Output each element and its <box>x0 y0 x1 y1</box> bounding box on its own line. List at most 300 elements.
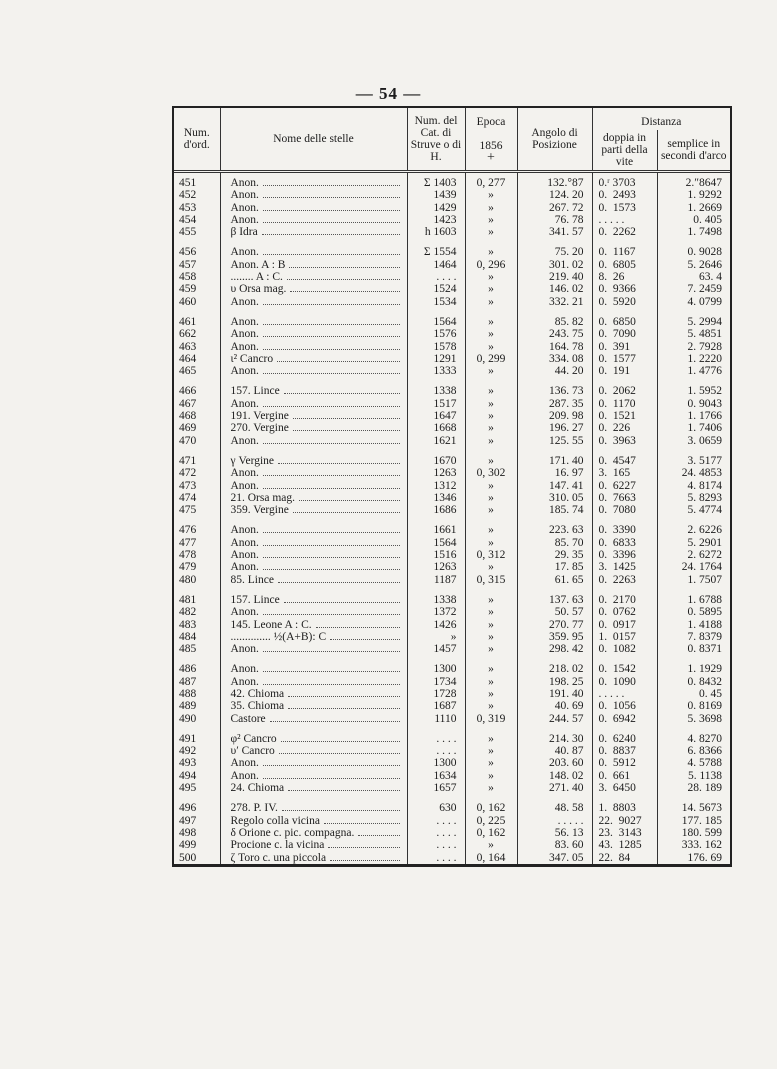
distance-simple: 5. 1138 <box>657 770 730 782</box>
spacer-cell <box>407 725 465 733</box>
epoca: 0, 312 <box>465 549 517 561</box>
dot-leader <box>263 650 400 652</box>
star-name <box>220 410 407 422</box>
group-spacer <box>174 794 730 802</box>
table-row <box>174 757 730 769</box>
distance-double: 0. 191 <box>592 365 657 377</box>
star-name <box>220 172 407 190</box>
struve-number: h 1603 <box>407 226 465 238</box>
struve-number: . . . . <box>407 852 465 864</box>
epoca: » <box>465 398 517 410</box>
struve-number: 1564 <box>407 537 465 549</box>
star-name <box>220 480 407 492</box>
dot-leader <box>278 462 399 464</box>
star-name-text: Anon. <box>230 606 259 619</box>
struve-number: . . . . <box>407 733 465 745</box>
distance-simple: 5. 2646 <box>657 259 730 271</box>
position-angle: . . . . . <box>517 815 592 827</box>
dot-leader <box>278 581 400 583</box>
epoca: » <box>465 341 517 353</box>
position-angle: 75. 20 <box>517 246 592 258</box>
distance-double: 0. 6805 <box>592 259 657 271</box>
star-name <box>220 422 407 434</box>
distance-double: . . . . . <box>592 688 657 700</box>
struve-number: 1312 <box>407 480 465 492</box>
table-row <box>174 385 730 397</box>
epoca: » <box>465 226 517 238</box>
dot-leader <box>288 707 399 709</box>
star-name <box>220 537 407 549</box>
row-number: 489 <box>179 700 197 713</box>
spacer-cell <box>174 655 220 663</box>
spacer-cell <box>407 308 465 316</box>
star-name <box>220 504 407 516</box>
epoca: » <box>465 757 517 769</box>
distance-simple: 2. 7928 <box>657 341 730 353</box>
spacer-cell <box>465 794 517 802</box>
distance-simple: 3. 0659 <box>657 435 730 447</box>
distance-double: 0. 1056 <box>592 700 657 712</box>
distance-double: 0. 2262 <box>592 226 657 238</box>
row-number: 457 <box>179 258 197 271</box>
distance-simple: 1. 4776 <box>657 365 730 377</box>
star-name <box>220 561 407 573</box>
distance-double: 3. 165 <box>592 467 657 479</box>
epoca: » <box>465 782 517 794</box>
spacer-cell <box>407 655 465 663</box>
table-row <box>174 353 730 365</box>
header-semplice: semplice in secondi d'arco <box>657 130 730 172</box>
position-angle: 185. 74 <box>517 504 592 516</box>
table-row <box>174 226 730 238</box>
row-number: 474 <box>179 491 197 504</box>
table-row <box>174 271 730 283</box>
epoca: » <box>465 537 517 549</box>
distance-simple: 5. 2901 <box>657 537 730 549</box>
spacer-cell <box>517 516 592 524</box>
distance-double: 0. 8837 <box>592 745 657 757</box>
spacer-cell <box>592 308 657 316</box>
distance-simple: 0. 8169 <box>657 700 730 712</box>
group-spacer <box>174 238 730 246</box>
dot-leader <box>263 221 400 223</box>
dot-leader <box>263 253 400 255</box>
distance-simple: 0. 405 <box>657 214 730 226</box>
position-angle: 347. 05 <box>517 852 592 864</box>
struve-number: Σ 1554 <box>407 246 465 258</box>
star-name-text: Anon. <box>230 189 259 202</box>
position-angle: 218. 02 <box>517 663 592 675</box>
distance-simple: 1. 6788 <box>657 594 730 606</box>
struve-number: 1429 <box>407 202 465 214</box>
star-name-text: φ² Cancro <box>230 732 277 745</box>
distance-double: 3. 6450 <box>592 782 657 794</box>
struve-number: 1291 <box>407 353 465 365</box>
distance-double: 0. 6942 <box>592 713 657 725</box>
dot-leader <box>358 834 399 836</box>
dot-leader <box>324 822 400 824</box>
position-angle: 198. 25 <box>517 676 592 688</box>
epoca: » <box>465 455 517 467</box>
struve-number: 1426 <box>407 619 465 631</box>
distance-simple: 2. 6272 <box>657 549 730 561</box>
struve-number: 1728 <box>407 688 465 700</box>
row-number: 478 <box>179 549 197 562</box>
position-angle: 332. 21 <box>517 296 592 308</box>
epoca: 0, 315 <box>465 574 517 586</box>
position-angle: 310. 05 <box>517 492 592 504</box>
row-number: 455 <box>179 226 197 239</box>
table-row <box>174 827 730 839</box>
distance-double: 0. 1521 <box>592 410 657 422</box>
spacer-cell <box>220 447 407 455</box>
distance-simple: 5. 2994 <box>657 316 730 328</box>
star-name <box>220 353 407 365</box>
epoca: » <box>465 422 517 434</box>
position-angle: 85. 70 <box>517 537 592 549</box>
spacer-cell <box>657 238 730 246</box>
row-number: 500 <box>179 851 197 864</box>
row-number: 496 <box>179 802 197 815</box>
spacer-cell <box>657 516 730 524</box>
star-name <box>220 619 407 631</box>
position-angle: 271. 40 <box>517 782 592 794</box>
star-name-text: 35. Chioma <box>230 700 285 713</box>
spacer-cell <box>407 516 465 524</box>
header-epoca-plus: + <box>487 150 495 165</box>
header-angolo: Angolo di Posizione <box>517 108 592 172</box>
epoca: » <box>465 561 517 573</box>
star-name-text: 157. Lince <box>230 385 280 398</box>
star-name <box>220 770 407 782</box>
spacer-cell <box>174 238 220 246</box>
epoca: » <box>465 214 517 226</box>
row-number: 471 <box>179 454 197 467</box>
spacer-cell <box>592 725 657 733</box>
position-angle: 125. 55 <box>517 435 592 447</box>
distance-double: 43. 1285 <box>592 839 657 851</box>
distance-simple: 1. 4188 <box>657 619 730 631</box>
epoca: » <box>465 643 517 655</box>
star-name <box>220 663 407 675</box>
dot-leader <box>263 568 400 570</box>
table-row <box>174 259 730 271</box>
row-number: 452 <box>179 189 197 202</box>
position-angle: 359. 95 <box>517 631 592 643</box>
star-name <box>220 643 407 655</box>
spacer-cell <box>465 655 517 663</box>
star-name-text: Anon. <box>230 315 259 328</box>
row-number: 485 <box>179 643 197 656</box>
epoca: » <box>465 619 517 631</box>
table-row <box>174 328 730 340</box>
star-name-text: 270. Vergine <box>230 422 289 435</box>
star-name-text: β Idra <box>230 226 258 239</box>
star-name-text: 42. Chioma <box>230 687 285 700</box>
struve-number: 1346 <box>407 492 465 504</box>
dot-leader <box>263 348 400 350</box>
star-name-text: Regolo colla vicina <box>230 814 320 827</box>
star-name-text: 21. Orsa mag. <box>230 491 296 504</box>
row-number: 495 <box>179 782 197 795</box>
position-angle: 298. 42 <box>517 643 592 655</box>
star-name <box>220 700 407 712</box>
struve-number: 1187 <box>407 574 465 586</box>
table-row <box>174 202 730 214</box>
star-name-text: 157. Lince <box>230 593 280 606</box>
row-number: 482 <box>179 606 197 619</box>
table-row <box>174 549 730 561</box>
row-number: 458 <box>179 271 197 284</box>
position-angle: 44. 20 <box>517 365 592 377</box>
star-name-text: 24. Chioma <box>230 782 285 795</box>
dot-leader <box>263 683 400 685</box>
row-number: 477 <box>179 536 197 549</box>
dot-leader <box>263 209 400 211</box>
table-row <box>174 782 730 794</box>
star-name <box>220 839 407 851</box>
struve-number: 630 <box>407 802 465 814</box>
distance-double: 0. 2062 <box>592 385 657 397</box>
table-row <box>174 504 730 516</box>
star-name <box>220 802 407 814</box>
dot-leader <box>293 417 400 419</box>
star-name <box>220 214 407 226</box>
row-number: 460 <box>179 295 197 308</box>
distance-double: 0. 1090 <box>592 676 657 688</box>
distance-simple: 177. 185 <box>657 815 730 827</box>
group-spacer <box>174 516 730 524</box>
struve-number: 1576 <box>407 328 465 340</box>
table-row <box>174 398 730 410</box>
star-name <box>220 827 407 839</box>
star-name-text: Anon. <box>230 177 259 189</box>
dot-leader <box>330 859 399 861</box>
spacer-cell <box>657 586 730 594</box>
spacer-cell <box>407 238 465 246</box>
distance-double: 0. 1577 <box>592 353 657 365</box>
row-number: 481 <box>179 593 197 606</box>
struve-number: 1439 <box>407 189 465 201</box>
spacer-cell <box>657 655 730 663</box>
table-row <box>174 365 730 377</box>
star-name-text: Anon. <box>230 365 259 378</box>
spacer-cell <box>657 725 730 733</box>
star-name-text: Anon. <box>230 479 259 492</box>
dot-leader <box>270 720 400 722</box>
distance-simple: 7. 8379 <box>657 631 730 643</box>
table-row <box>174 492 730 504</box>
position-angle: 171. 40 <box>517 455 592 467</box>
distance-double: 0. 1082 <box>592 643 657 655</box>
epoca: » <box>465 246 517 258</box>
epoca: 0, 162 <box>465 802 517 814</box>
distance-simple: 28. 189 <box>657 782 730 794</box>
row-number: 470 <box>179 434 197 447</box>
distance-double: 0. 1573 <box>592 202 657 214</box>
distance-simple: 5. 8293 <box>657 492 730 504</box>
table-row <box>174 745 730 757</box>
struve-number: 1110 <box>407 713 465 725</box>
struve-number: 1464 <box>407 259 465 271</box>
star-name-text: Anon. <box>230 757 259 770</box>
distance-simple: 0. 9028 <box>657 246 730 258</box>
distance-double: 0. 391 <box>592 341 657 353</box>
star-name <box>220 676 407 688</box>
star-name <box>220 365 407 377</box>
star-name <box>220 271 407 283</box>
table-body <box>174 172 730 864</box>
dot-leader <box>263 323 400 325</box>
epoca: 0, 299 <box>465 353 517 365</box>
table-row <box>174 455 730 467</box>
distance-simple: 0. 45 <box>657 688 730 700</box>
distance-simple: 2.″8647 <box>657 172 730 190</box>
table-row <box>174 435 730 447</box>
table-row <box>174 839 730 851</box>
spacer-cell <box>407 377 465 385</box>
dot-leader <box>299 499 399 501</box>
table-row <box>174 852 730 864</box>
struve-number: 1517 <box>407 398 465 410</box>
star-name <box>220 574 407 586</box>
spacer-cell <box>657 447 730 455</box>
star-name-text: 145. Leone A : C. <box>230 618 312 631</box>
position-angle: 147. 41 <box>517 480 592 492</box>
star-name <box>220 226 407 238</box>
dot-leader <box>293 511 400 513</box>
position-angle: 287. 35 <box>517 398 592 410</box>
struve-number: 1734 <box>407 676 465 688</box>
spacer-cell <box>220 238 407 246</box>
distance-double: 8. 26 <box>592 271 657 283</box>
struve-number: 1457 <box>407 643 465 655</box>
table-row <box>174 770 730 782</box>
spacer-cell <box>407 794 465 802</box>
epoca: » <box>465 271 517 283</box>
spacer-cell <box>657 794 730 802</box>
epoca: » <box>465 189 517 201</box>
spacer-cell <box>517 238 592 246</box>
spacer-cell <box>174 516 220 524</box>
dot-leader <box>287 278 400 280</box>
spacer-cell <box>174 725 220 733</box>
distance-simple: 63. 4 <box>657 271 730 283</box>
position-angle: 29. 35 <box>517 549 592 561</box>
star-name <box>220 852 407 864</box>
epoca: » <box>465 663 517 675</box>
star-name <box>220 385 407 397</box>
star-name-text: Anon. <box>230 397 259 410</box>
header-epoca-label: Epoca <box>476 116 506 128</box>
spacer-cell <box>407 447 465 455</box>
struve-number: 1578 <box>407 341 465 353</box>
table-row <box>174 663 730 675</box>
distance-simple: 5. 4851 <box>657 328 730 340</box>
table-row <box>174 700 730 712</box>
spacer-cell <box>465 308 517 316</box>
dot-leader <box>263 764 400 766</box>
struve-number: 1668 <box>407 422 465 434</box>
distance-simple: 6. 8366 <box>657 745 730 757</box>
star-name <box>220 316 407 328</box>
struve-number: 1338 <box>407 385 465 397</box>
spacer-cell <box>220 308 407 316</box>
epoca: 0, 296 <box>465 259 517 271</box>
epoca: 0, 164 <box>465 852 517 864</box>
table-row <box>174 283 730 295</box>
star-name <box>220 283 407 295</box>
spacer-cell <box>592 655 657 663</box>
struve-number: 1686 <box>407 504 465 516</box>
table-row <box>174 688 730 700</box>
star-name-text: Castore <box>230 712 266 725</box>
epoca: » <box>465 839 517 851</box>
struve-number: . . . . <box>407 839 465 851</box>
epoca: » <box>465 365 517 377</box>
star-name <box>220 713 407 725</box>
struve-number: . . . . <box>407 745 465 757</box>
position-angle: 85. 82 <box>517 316 592 328</box>
epoca: » <box>465 676 517 688</box>
position-angle: 243. 75 <box>517 328 592 340</box>
struve-number: 1524 <box>407 283 465 295</box>
dot-leader <box>263 474 400 476</box>
table-row <box>174 594 730 606</box>
spacer-cell <box>465 725 517 733</box>
distance-simple: 14. 5673 <box>657 802 730 814</box>
struve-number: 1263 <box>407 467 465 479</box>
distance-simple: 333. 162 <box>657 839 730 851</box>
spacer-cell <box>174 377 220 385</box>
star-name-text: Anon. <box>230 467 259 480</box>
epoca: » <box>465 296 517 308</box>
star-name-text: Anon. <box>230 769 259 782</box>
position-angle: 191. 40 <box>517 688 592 700</box>
spacer-cell <box>220 377 407 385</box>
distance-simple: 4. 0799 <box>657 296 730 308</box>
star-name <box>220 398 407 410</box>
row-number: 468 <box>179 410 197 423</box>
struve-number: . . . . <box>407 827 465 839</box>
header-epoca-year: 1856 <box>479 140 503 152</box>
epoca: » <box>465 435 517 447</box>
star-name <box>220 202 407 214</box>
row-number: 465 <box>179 365 197 378</box>
epoca: » <box>465 770 517 782</box>
star-name-text: Anon. <box>230 524 259 537</box>
star-name-text: Anon. <box>230 675 259 688</box>
spacer-cell <box>465 447 517 455</box>
star-name-text: .............. ½(A+B): C <box>230 630 327 643</box>
row-number: 451 <box>179 177 197 189</box>
epoca: » <box>465 316 517 328</box>
dot-leader <box>316 626 400 628</box>
position-angle: 301. 02 <box>517 259 592 271</box>
distance-simple: 7. 2459 <box>657 283 730 295</box>
position-angle: 244. 57 <box>517 713 592 725</box>
position-angle: 40. 87 <box>517 745 592 757</box>
dot-leader <box>263 196 400 198</box>
distance-double: 0. 661 <box>592 770 657 782</box>
star-name-text: 278. P. IV. <box>230 802 278 815</box>
epoca: » <box>465 480 517 492</box>
row-number: 497 <box>179 814 197 827</box>
row-number: 461 <box>179 315 197 328</box>
spacer-cell <box>220 586 407 594</box>
table-row <box>174 422 730 434</box>
distance-double: 0. 226 <box>592 422 657 434</box>
